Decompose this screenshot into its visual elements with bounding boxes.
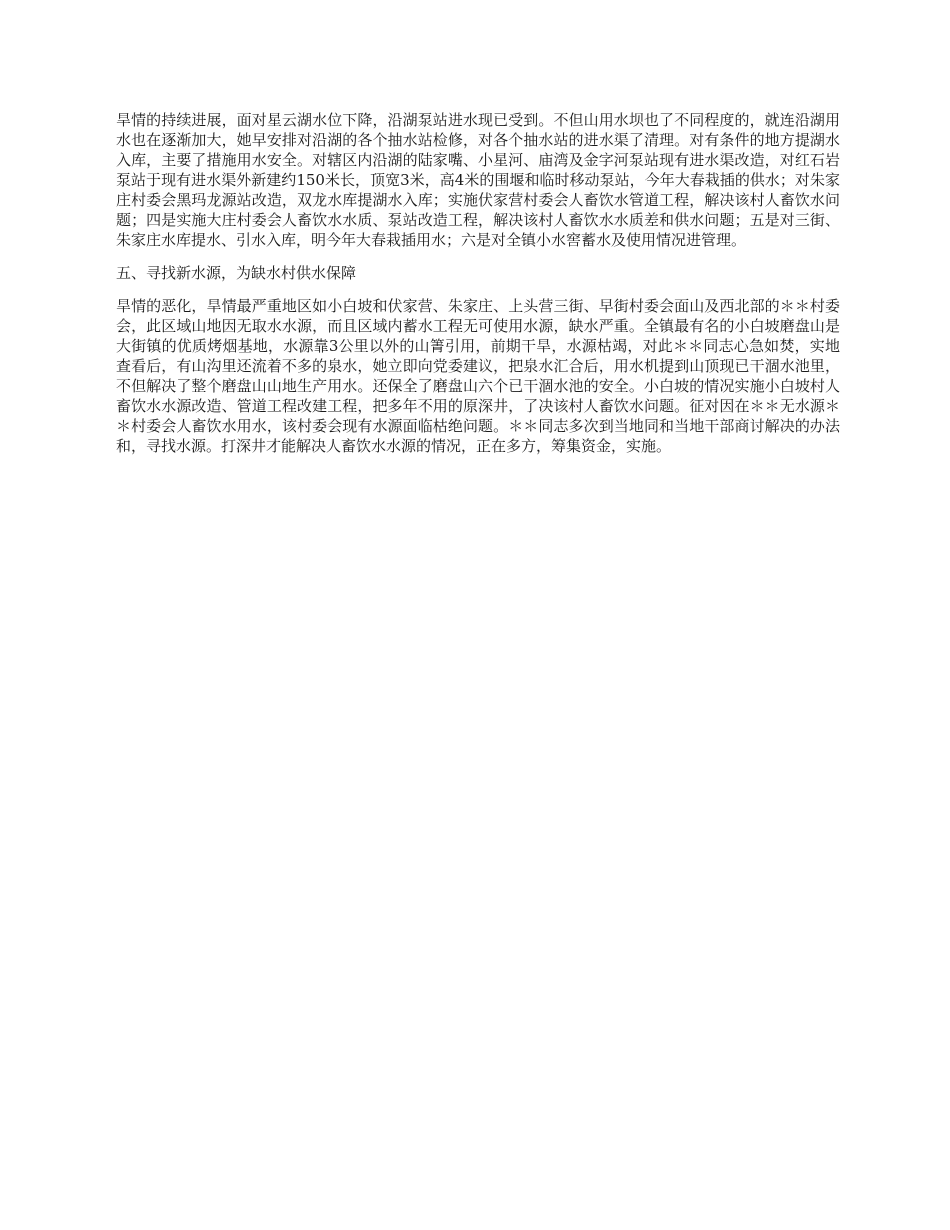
paragraph-drought-measures: 旱情的持续进展，面对星云湖水位下降，沿湖泵站进水现已受到。不但山用水坝也了不同程度的，就连沿湖用水也在逐渐加大，她早安排对沿湖的各个抽水站检修，对各个抽水站的进水渠了清理。对有条件的地方提湖水入库，主要了措施用水安全。对辖区内沿湖的陆家嘴、小星河、庙湾及金字河泵站现有进水渠改造，对红石岩泵站于现有进水渠外新建约150米长，顶宽3米，高4米的围堰和临时移动泵站，今年大春栽插的供水；对朱家庄村委会黑玛龙源站改造，双龙水库提湖水入库；实施伏家营村委会人畜饮水管道工程，解决该村人畜饮水问题；四是实施大庄村委会人畜饮水水质、泵站改造工程，解决该村人畜饮水水质差和供水问题；五是对三街、朱家庄水库提水、引水入库，明今年大春栽插用水；六是对全镇小水窖蓄水及使用情况进管理。: [116, 111, 840, 249]
document-body: [116, 110, 840, 469]
section-heading: 五、寻找新水源，为缺水村供水保障: [116, 264, 357, 282]
paragraph-new-water-source: 旱情的恶化，旱情最严重地区如小白坡和伏家营、朱家庄、上头营三街、早街村委会面山及西北部的＊＊村委会，此区域山地因无取水水源，而且区域内蓄水工程无可使用水源，缺水严重。全镇最有名的小白坡磨盘山是大街镇的优质烤烟基地，水源靠3公里以外的山箐引用，前期干旱，水源枯竭，对此＊＊同志心急如焚，实地查看后，有山沟里还流着不多的泉水，她立即向党委建议，把泉水汇合后，用水机提到山顶现已干涸水池里，不但解决了整个磨盘山山地生产用水。还保全了磨盘山六个已干涸水池的安全。小白坡的情况实施小白坡村人畜饮水水源改造、管道工程改建工程，把多年不用的原深井，了决该村人畜饮水问题。征对因在＊＊无水源＊＊村委会人畜饮水用水，该村委会现有水源面临枯绝问题。＊＊同志多次到当地同和当地干部商讨解决的办法和，寻找水源。打深井才能解决人畜饮水水源的情况，正在多方，筹集资金，实施。: [116, 297, 840, 455]
